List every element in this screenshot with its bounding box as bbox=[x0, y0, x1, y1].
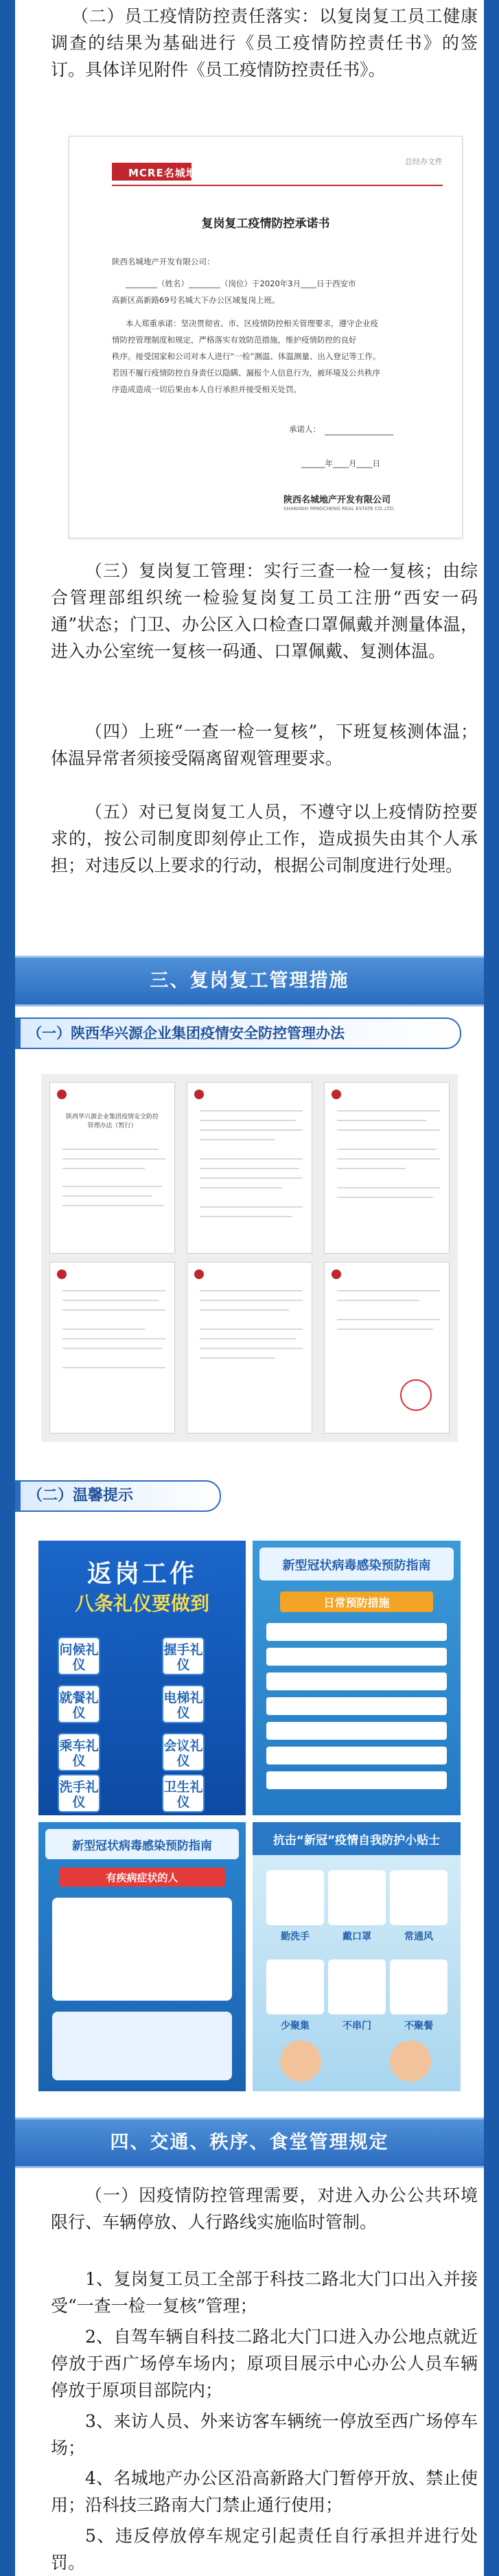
paragraph-traffic-intro: （一）因疫情防控管理需要，对进入办公公共环境限行、车辆停放、人行路线实施临时管制。 bbox=[51, 2185, 478, 2232]
letter-header-rule bbox=[112, 185, 443, 186]
subheading-reminders: （二）温馨提示 bbox=[15, 1480, 221, 1512]
paragraph-return-management: （三）复岗复工管理：实行三查一检一复核；由综合管理部组织统一检验复岗复工员工注册“西安一码通”状态；门卫、办公区入口检查口罩佩戴并测量体温，进入办公室统一复核一码通、口罩佩戴、复测体温。 bbox=[51, 561, 478, 661]
article-frame bbox=[15, 0, 484, 2576]
letter-date: ______年____月____日 bbox=[301, 459, 380, 468]
document-title: 陕西华兴源企业集团疫情安全防控管理办法（暂行） bbox=[65, 1114, 159, 1129]
poster-self-protection bbox=[253, 1822, 461, 2091]
paragraph-traffic-item: 1、复岗复工员工全部于科技二路北大门口出入并接受“一查一检一复核”管理； bbox=[51, 2269, 478, 2316]
poster-label: 勤洗手 bbox=[281, 1931, 310, 1942]
section-header-traffic: 四、交通、秩序、食堂管理规定 bbox=[15, 2117, 484, 2168]
letter-body-line: 若因不履行疫情防控自身责任以隐瞒、漏报个人信息行为，被环境及公共秩序 bbox=[112, 368, 380, 378]
letter-company-name: 陕西名城地产开发有限公司 bbox=[283, 495, 391, 505]
person-illustration-icon bbox=[280, 2040, 321, 2082]
document-logo-icon bbox=[57, 1269, 67, 1279]
poster-subtitle: 日常预防措施 bbox=[323, 1596, 390, 1609]
document-logo-icon bbox=[194, 1269, 204, 1279]
paragraph-traffic-item: 4、名城地产办公区沿高新路大门暂停开放、禁止使用；沿科技三路南大门禁止通行使用； bbox=[51, 2468, 478, 2515]
commitment-letter-image bbox=[69, 136, 463, 538]
poster-subtitle: 有疾病症状的人 bbox=[106, 1872, 178, 1884]
document-page bbox=[187, 1082, 312, 1254]
paragraph-daily-check: （四）上班“一查一检一复核”，下班复核测体温；体温异常者须接受隔离留观管理要求。 bbox=[51, 722, 478, 768]
poster-label: 少聚集 bbox=[281, 2021, 310, 2032]
poster-title: 新型冠状病毒感染预防指南 bbox=[72, 1839, 212, 1853]
document-logo-icon bbox=[332, 1090, 341, 1099]
official-seal-icon bbox=[400, 1379, 432, 1411]
letter-addressee: 陕西名城地产开发有限公司： bbox=[112, 257, 215, 266]
poster-subtitle: 八条礼仪要做到 bbox=[74, 1592, 209, 1615]
section-header-measures: 三、复岗复工管理措施 bbox=[15, 956, 484, 1007]
rules-documents-grid bbox=[41, 1074, 458, 1442]
company-logo-text: MCRE名城地产 bbox=[128, 167, 208, 179]
poster-prevention-guide bbox=[253, 1541, 461, 1815]
poster-etiquette bbox=[38, 1541, 246, 1815]
poster-title: 抗击“新冠”疫情自我防护小贴士 bbox=[272, 1834, 441, 1848]
poster-chip: 问候礼仪 bbox=[58, 1637, 100, 1675]
letter-signer-label: 承诺人： bbox=[289, 424, 321, 434]
document-page bbox=[324, 1082, 450, 1254]
letter-body-line: 秩序。接受国家和公司对本人进行“一检”测温、体温测量、出入登记等工作。 bbox=[112, 352, 381, 361]
poster-label: 不聚餐 bbox=[404, 2021, 433, 2032]
document-logo-icon bbox=[194, 1090, 204, 1099]
paragraph-violation: （五）对已复岗复工人员，不遵守以上疫情防控要求的，按公司制度即刻停止工作，造成损失由其个人承担；对违反以上要求的行动，根据公司制度进行处理。 bbox=[51, 802, 478, 875]
poster-chip: 卫生礼仪 bbox=[162, 1774, 205, 1813]
poster-label: 不串门 bbox=[343, 2021, 371, 2032]
poster-title: 新型冠状病毒感染预防指南 bbox=[282, 1559, 431, 1573]
letter-company-en: SHANANXI MINGCHENG REAL ESTATE CO.,LTD. bbox=[283, 506, 395, 511]
document-logo-icon bbox=[57, 1090, 67, 1099]
poster-symptom-guide bbox=[38, 1822, 246, 2091]
paragraph-responsibility: （二）员工疫情防控责任落实：以复岗复工员工健康调查的结果为基础进行《员工疫情防控责任书》的签订。具体详见附件《员工疫情防控责任书》。 bbox=[51, 6, 478, 80]
letter-body-line: 序造成造成一切后果由本人自行承担并接受相关处罚。 bbox=[112, 384, 301, 394]
person-illustration-icon bbox=[390, 2040, 431, 2082]
poster-chip: 电梯礼仪 bbox=[162, 1685, 205, 1723]
letter-line-2: 高新区高新路69号名城大下办公区域复岗上班。 bbox=[112, 295, 280, 305]
reminder-posters-grid bbox=[34, 1538, 465, 2094]
letter-title: 复岗复工疫情防控承诺书 bbox=[201, 217, 330, 231]
poster-chip: 乘车礼仪 bbox=[58, 1733, 100, 1771]
poster-chip: 就餐礼仪 bbox=[58, 1685, 100, 1723]
subheading-group-rules: （一）陕西华兴源企业集团疫情安全防控管理办法 bbox=[15, 1017, 461, 1049]
letter-corner-label: 总经办文件 bbox=[405, 157, 443, 166]
paragraph-traffic-item: 5、违反停放停车规定引起责任自行承担并进行处罚。 bbox=[51, 2526, 478, 2573]
document-page bbox=[187, 1262, 312, 1434]
document-logo-icon bbox=[332, 1269, 341, 1279]
poster-title: 返岗工作 bbox=[86, 1560, 197, 1588]
poster-chip: 洗手礼仪 bbox=[58, 1774, 100, 1813]
paragraph-traffic-item: 2、自驾车辆自科技二路北大门口进入办公地点就近停放于西广场停车场内；原项目展示中心办公人员车辆停放于原项目部院内； bbox=[51, 2327, 478, 2400]
letter-body-line: 本人郑重承诺：坚决贯彻省、市、区疫情防控相关管理要求，遵守企业疫 bbox=[126, 319, 378, 328]
paragraph-traffic-item: 3、来访人员、外来访客车辆统一停放至西广场停车场； bbox=[51, 2411, 478, 2458]
poster-chip: 握手礼仪 bbox=[162, 1637, 205, 1675]
document-page bbox=[324, 1262, 450, 1434]
letter-line-1: ________（姓名）________（岗位）于2020年3月____日于西安市 bbox=[126, 279, 356, 288]
poster-label: 常通风 bbox=[404, 1931, 433, 1942]
poster-label: 戴口罩 bbox=[343, 1931, 371, 1942]
document-page bbox=[49, 1262, 175, 1434]
document-page bbox=[49, 1082, 175, 1254]
letter-body-line: 情防控管理制度和规定，严格落实有效防范措施，维护疫情防控的良好 bbox=[112, 335, 357, 345]
poster-chip: 会议礼仪 bbox=[162, 1733, 205, 1771]
